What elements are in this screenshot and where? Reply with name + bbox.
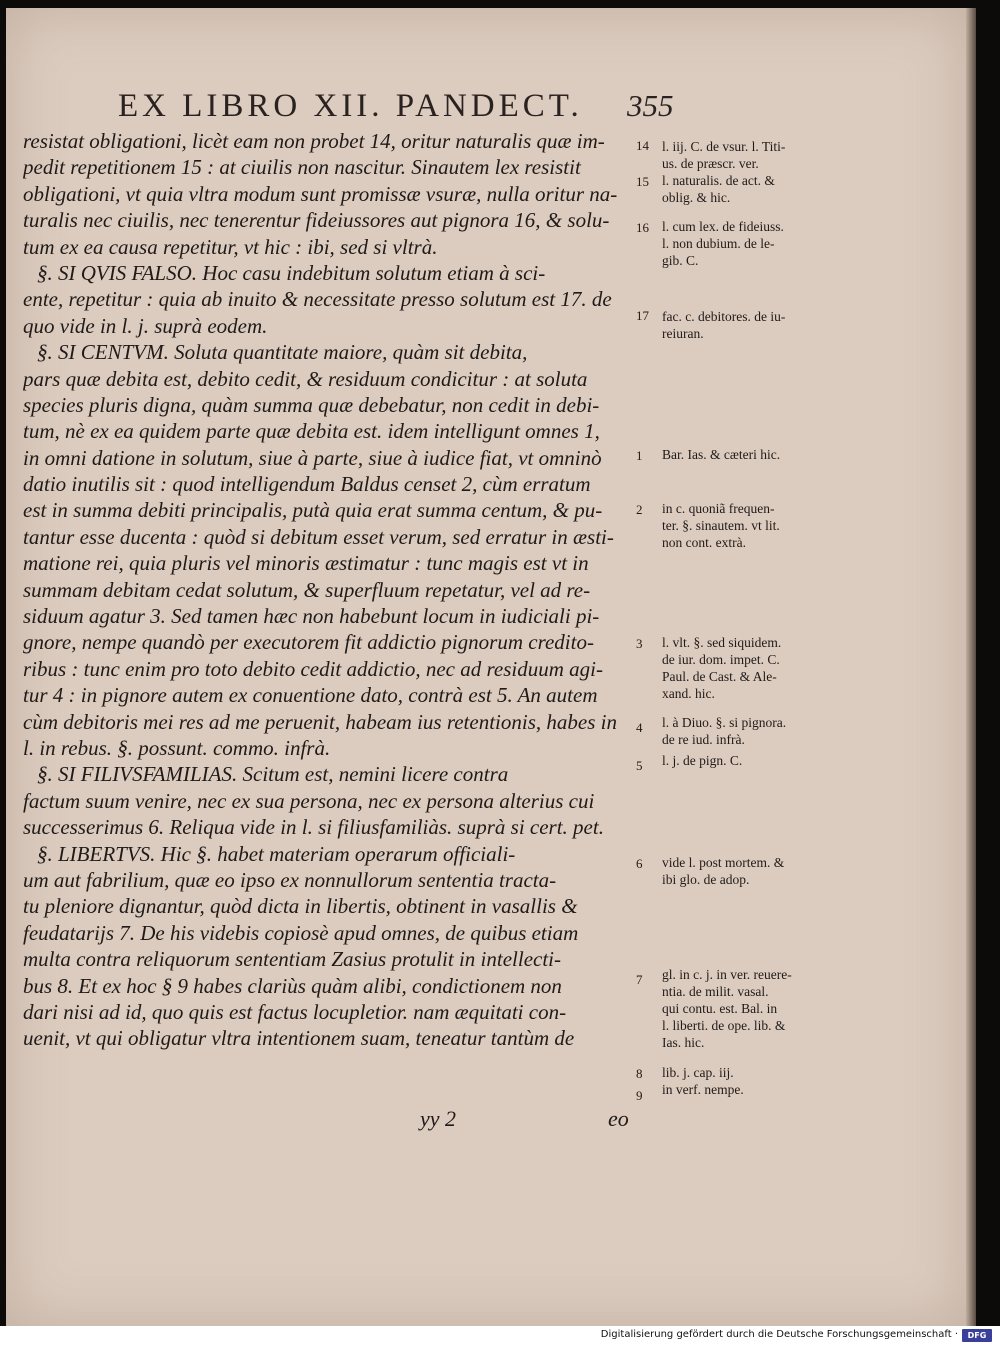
page-header: [0, 88, 1000, 128]
text-line: turalis nec ciuilis, nec tenerentur fideiussores aut pignora 16, & solu-: [23, 208, 610, 233]
note-line: de iur. dom. impet. C.: [662, 652, 780, 667]
note-line: us. de præscr. ver.: [662, 156, 759, 171]
text-line: factum suum venire, nec ex sua persona, nec ex persona alterius cui: [23, 788, 595, 813]
text-line: bus 8. Et ex hoc § 9 habes clariùs quàm alibi, condictionem non: [23, 973, 562, 998]
text-line: tantur esse ducenta : quòd si debitum esset verum, sed erratur in æsti-: [23, 524, 614, 549]
section-heading-line: §. SI FILIVSFAMILIAS. Scitum est, nemini licere contra: [37, 762, 509, 787]
note-number: 8: [636, 1066, 643, 1081]
text-line: pedit repetitionem 15 : at ciuilis non nascitur. Sinautem lex resistit: [23, 155, 581, 180]
text-line: est in summa debiti principalis, putà quia erat summa centum, & pu-: [23, 498, 603, 523]
text-line: feudatarijs 7. De his videbis copiosè apud omnes, de quibus etiam: [23, 920, 579, 945]
section-heading-line: §. LIBERTVS. Hic §. habet materiam operarum officiali-: [37, 841, 516, 866]
note-line: ibi glo. de adop.: [662, 872, 750, 887]
text-line: species pluris digna, quàm summa quæ debebatur, non cedit in debi-: [23, 392, 600, 417]
note-line: gib. C.: [662, 253, 699, 268]
text-line: multa contra reliquorum sententiam Zasius protulit in intellecti-: [23, 947, 562, 972]
text-line: um aut fabrilium, quæ eo ipso ex nonnullorum sententia tracta-: [23, 867, 557, 892]
note-line: l. à Diuo. §. si pignora.: [662, 715, 787, 730]
text-line: resistat obligationi, licèt eam non probet 14, oritur naturalis quæ im-: [23, 129, 605, 153]
note-number: 7: [636, 972, 643, 987]
section-heading-line: §. SI CENTVM. Soluta quantitate maiore, quàm sit debita,: [37, 340, 528, 365]
note-line: vide l. post mortem. &: [662, 855, 785, 870]
dfg-logo-text: DFG: [967, 1331, 987, 1340]
note-line: reiuran.: [662, 326, 704, 341]
text-line: in omni datione in solutum, siue à parte, siue à iudice fiat, vt omninò: [23, 445, 602, 470]
note-number: 14: [636, 138, 649, 153]
note-line: ter. §. sinautem. vt lit.: [662, 518, 780, 533]
note-line: in verf. nempe.: [662, 1082, 744, 1097]
note-number: 5: [636, 758, 643, 773]
text-line: cùm debitoris mei res ad me peruenit, habeam ius retentionis, habes in: [23, 709, 617, 734]
section-heading-line: §. SI QVIS FALSO. Hoc casu indebitum solutum etiam à sci-: [37, 260, 546, 285]
note-line: l. liberti. de ope. lib. &: [662, 1018, 786, 1033]
note-line: qui contu. est. Bal. in: [662, 1001, 778, 1016]
text-line: l. in rebus. §. possunt. commo. infrà.: [23, 735, 331, 760]
main-text-column: [23, 128, 635, 1052]
note-line: Bar. Ias. & cæteri hic.: [662, 447, 781, 462]
note-line: l. j. de pign. C.: [662, 753, 743, 768]
note-number: 3: [636, 636, 643, 651]
note-line: l. iij. C. de vsur. l. Titi-: [662, 139, 786, 154]
note-line: lib. j. cap. iij.: [662, 1065, 734, 1080]
running-head: EX LIBRO XII. PANDECT.: [118, 88, 583, 124]
note-number: 9: [636, 1088, 643, 1103]
text-line: quo vide in l. j. suprà eodem.: [23, 313, 268, 338]
signature-mark: yy 2: [420, 1106, 457, 1131]
text-line: successerimus 6. Reliqua vide in l. si filiusfamiliàs. suprà si cert. pet.: [23, 815, 604, 840]
text-line: tur 4 : in pignore autem ex conuentione dato, contrà est 5. An autem: [23, 683, 598, 708]
note-line: ntia. de milit. vasal.: [662, 984, 769, 999]
note-line: l. vlt. §. sed siquidem.: [662, 635, 782, 650]
text-line: ribus : tunc enim pro toto debito cedit addictio, nec ad residuum agi-: [23, 656, 603, 681]
note-line: xand. hic.: [662, 686, 715, 701]
note-line: in c. quoniã frequen-: [662, 501, 775, 516]
note-number: 17: [636, 308, 649, 323]
page-number: 355: [627, 88, 674, 123]
text-line: tu pleniore dignantur, quòd dicta in libertis, obtinent in vasallis &: [23, 894, 578, 919]
text-line: gnore, nempe quandò per executorem fit addictio pignorum credito-: [23, 630, 594, 655]
text-line: pars quæ debita est, debito cedit, & residuum condicitur : at soluta: [23, 366, 588, 391]
dfg-logo-icon: [962, 1329, 992, 1342]
note-number: 15: [636, 174, 649, 189]
text-line: summam debitam cedat solutum, & superfluum repetatur, vel ad re-: [23, 577, 591, 602]
text-line: tum ex ea causa repetitur, vt hic : ibi, sed si vltrà.: [23, 234, 438, 259]
note-number-column: [636, 128, 660, 1118]
text-line: ente, repetitur : quia ab inuito & necessitate presso solutum est 17. de: [23, 287, 612, 312]
note-line: Ias. hic.: [662, 1035, 705, 1050]
text-line: obligationi, vt quia vltra modum sunt promissæ vsuræ, nulla oritur na-: [23, 181, 618, 206]
digitization-footer: [0, 1326, 1000, 1347]
note-number: 4: [636, 720, 643, 735]
text-line: matione rei, quia pluris vel minoris æstimatur : tunc magis est vt in: [23, 551, 589, 576]
note-line: de re iud. infrà.: [662, 732, 745, 747]
note-number: 2: [636, 502, 643, 517]
marginal-notes: [662, 128, 852, 1118]
note-line: gl. in c. j. in ver. reuere-: [662, 967, 792, 982]
note-number: 16: [636, 220, 649, 235]
note-line: Paul. de Cast. & Ale-: [662, 669, 777, 684]
text-line: datio inutilis sit : quod intelligendum Baldus censet 2, cùm erratum: [23, 472, 591, 497]
note-line: l. cum lex. de fideiuss.: [662, 219, 784, 234]
funding-credit: Digitalisierung gefördert durch die Deutsche Forschungsgemeinschaft ·: [600, 1329, 958, 1340]
note-number: 6: [636, 856, 643, 871]
note-number: 1: [636, 448, 643, 463]
note-line: l. non dubium. de le-: [662, 236, 775, 251]
text-line: tum, nè ex ea quidem parte quæ debita est. idem intelligunt omnes 1,: [23, 419, 600, 444]
text-line: siduum agatur 3. Sed tamen hæc non habebunt locum in iudiciali pi-: [23, 604, 600, 629]
text-line: uenit, vt qui obligatur vltra intentionem suam, teneatur tantùm de: [23, 1026, 575, 1051]
note-line: non cont. extrà.: [662, 535, 746, 550]
note-line: fac. c. debitores. de iu-: [662, 309, 786, 324]
note-line: oblig. & hic.: [662, 190, 731, 205]
text-line: dari nisi ad id, quo quis est factus locupletior. nam æquitati con-: [23, 999, 567, 1024]
catchword: eo: [608, 1106, 629, 1131]
note-line: l. naturalis. de act. &: [662, 173, 775, 188]
